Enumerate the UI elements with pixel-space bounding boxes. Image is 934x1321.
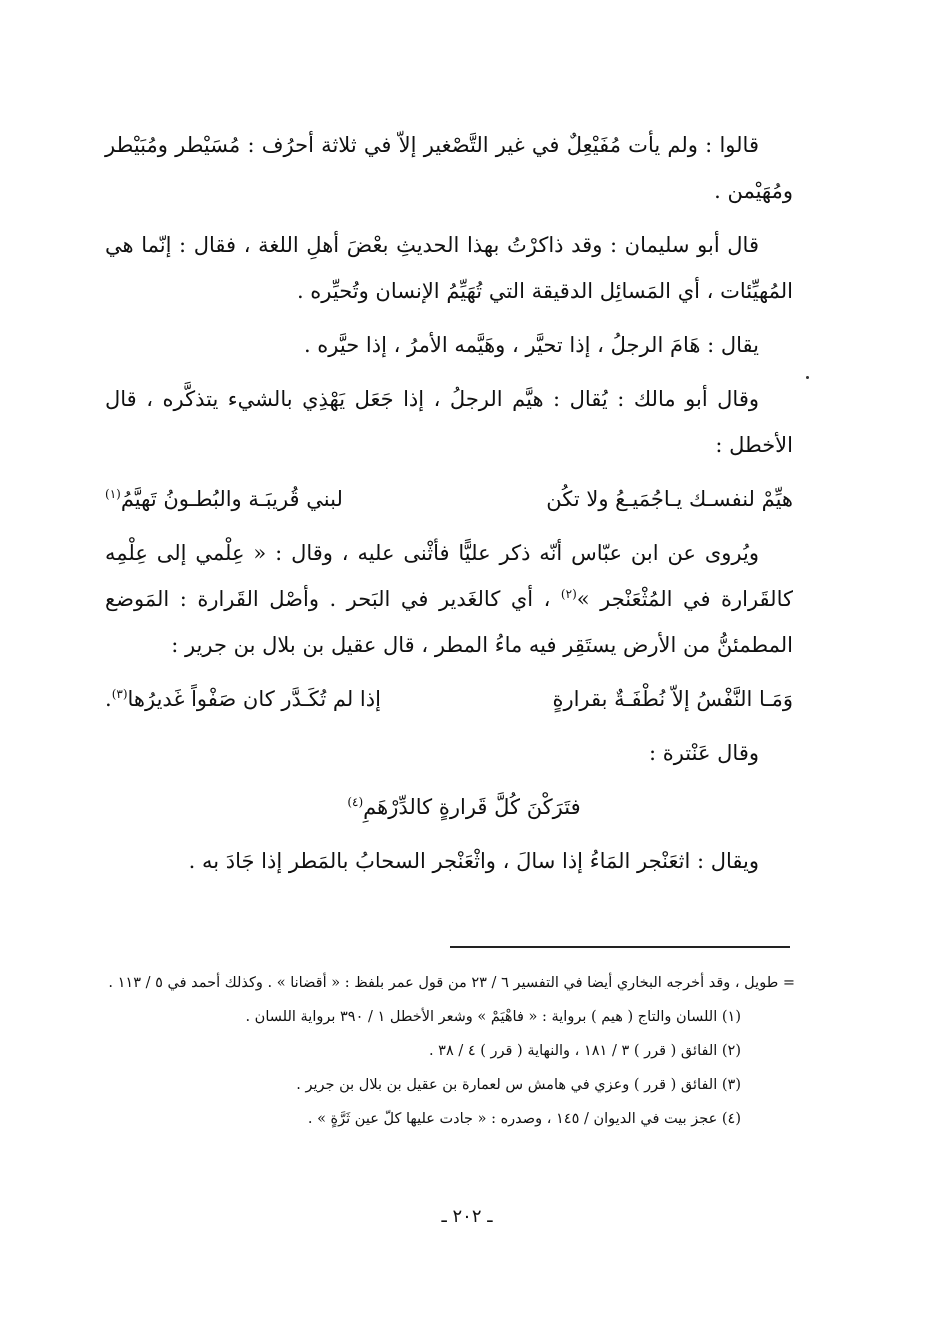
verse-antara — [105, 784, 793, 830]
paragraph-5 — [105, 530, 793, 668]
paragraph-6: وقال عَنْترة : — [648, 741, 759, 765]
paragraph-7: ويقال : اثعَنْجر المَاءُ إذا سالَ ، واثْعَنْجر السحابُ بالمَطر إذا جَادَ به . — [188, 849, 759, 873]
verse-2-period: . — [105, 687, 112, 711]
footnote-ref-4: (٤) — [347, 795, 364, 809]
footnote-3: (٣) الفائق ( قرر ) وعزي في هامش س لعمارة بن عقيل بن بلال بن جرير . — [296, 1077, 741, 1093]
verse-aqil — [105, 676, 793, 722]
footnote-continuation: = طويل ، وقد أخرجه البخاري أيضا في التفسير ٦ / ٢٣ من قول عمر بلفظ : « أقضانا » . وكذلك أحمد في ٥ / ١١٣ . — [108, 975, 795, 991]
paragraph-4: وقال أبو مالك : يُقال : هيَّم الرجلُ ، إذا جَعَل يَهْذِي بالشيء يتذكَّره ، قال الأخطل : — [105, 387, 793, 457]
footnote-4: (٤) عجز بيت في الديوان / ١٤٥ ، وصدره : « جادت عليها كلّ عين ثَرَّةٍ » . — [307, 1111, 741, 1127]
paragraph-5-rest: ، أي كالغَدير في البَحر . وأصْل القَرارة : المَوضع المطمئنُّ من الأرض يستَقِر فيه ماءُ المطر ، قال عقيل بن بلال بن جرير : — [105, 587, 793, 657]
page-number: ـ ٢٠٢ ـ — [441, 1206, 493, 1227]
stray-mark — [806, 376, 809, 379]
footnote-ref-1: (١) — [105, 487, 121, 501]
paragraph-2: قال أبو سليمان : وقد ذاكرْتُ بهذا الحديثِ بعْضَ أهلِ اللغة ، فقال : إنّما هي المُهيِّئات ، أي المَسائِل الدقيقة التي تُهَيِّمُ الإنسان وتُحيِّره . — [105, 233, 793, 303]
verse-1-second-hemistich — [105, 476, 343, 522]
paragraph-3: يقال : هَامَ الرجلُ ، إذا تحيَّر ، وهَيَّمه الأمرُ ، إذا حيَّره . — [303, 333, 759, 357]
footnote-ref-3: (٣) — [111, 687, 128, 701]
footnote-1: (١) اللسان والتاج ( هيم ) برواية : « فاهْيَمْ » وشعر الأخطل ١ / ٣٩٠ برواية اللسان . — [245, 1009, 741, 1025]
verse-2-second-hemistich — [105, 676, 381, 722]
footnotes — [105, 966, 795, 1136]
footnote-ref-2: (٢) — [560, 587, 577, 601]
footnote-separator — [450, 946, 790, 948]
verse-1-first-hemistich: هيِّمْ لنفسـك يـاجُمَيـعُ ولا تكُن — [546, 487, 793, 511]
paragraph-1: قالوا : ولم يأت مُفَيْعِلٌ في غير التَّصْغير إلاّ في ثلاثة أحرُف : مُسَيْطر ومُبَيْطر ومُهَيْمن . — [105, 133, 793, 203]
verse-1-second-text: لبني قُريبَـة والبُطـونُ تَهيَّمُ — [120, 487, 343, 511]
verse-3-text: فتَرَكْنَ كُلَّ قَرارةٍ كالدِّرْهَمِ — [363, 795, 581, 819]
verse-2-second-text: إذا لم تُكَـدَّر كان صَفْواً غَديرُها — [127, 687, 381, 711]
verse-2-first-hemistich: وَمَـا النَّفْسُ إلاّ نُطْفَـةٌ بقرارةٍ — [552, 687, 793, 711]
verse-akhtal — [105, 476, 793, 522]
footnote-2: (٢) الفائق ( قرر ) ٣ / ١٨١ ، والنهاية ( قرر ) ٤ / ٣٨ . — [428, 1043, 741, 1059]
paragraph-5-text: ويُروى عن ابن عبّاس أنّه ذكر عليًّا فأثْنى عليه ، وقال : « عِلْمي إلى عِلْمِه كالقَرارة في المُثْعَنْجر » — [105, 541, 793, 611]
main-text — [105, 122, 793, 884]
